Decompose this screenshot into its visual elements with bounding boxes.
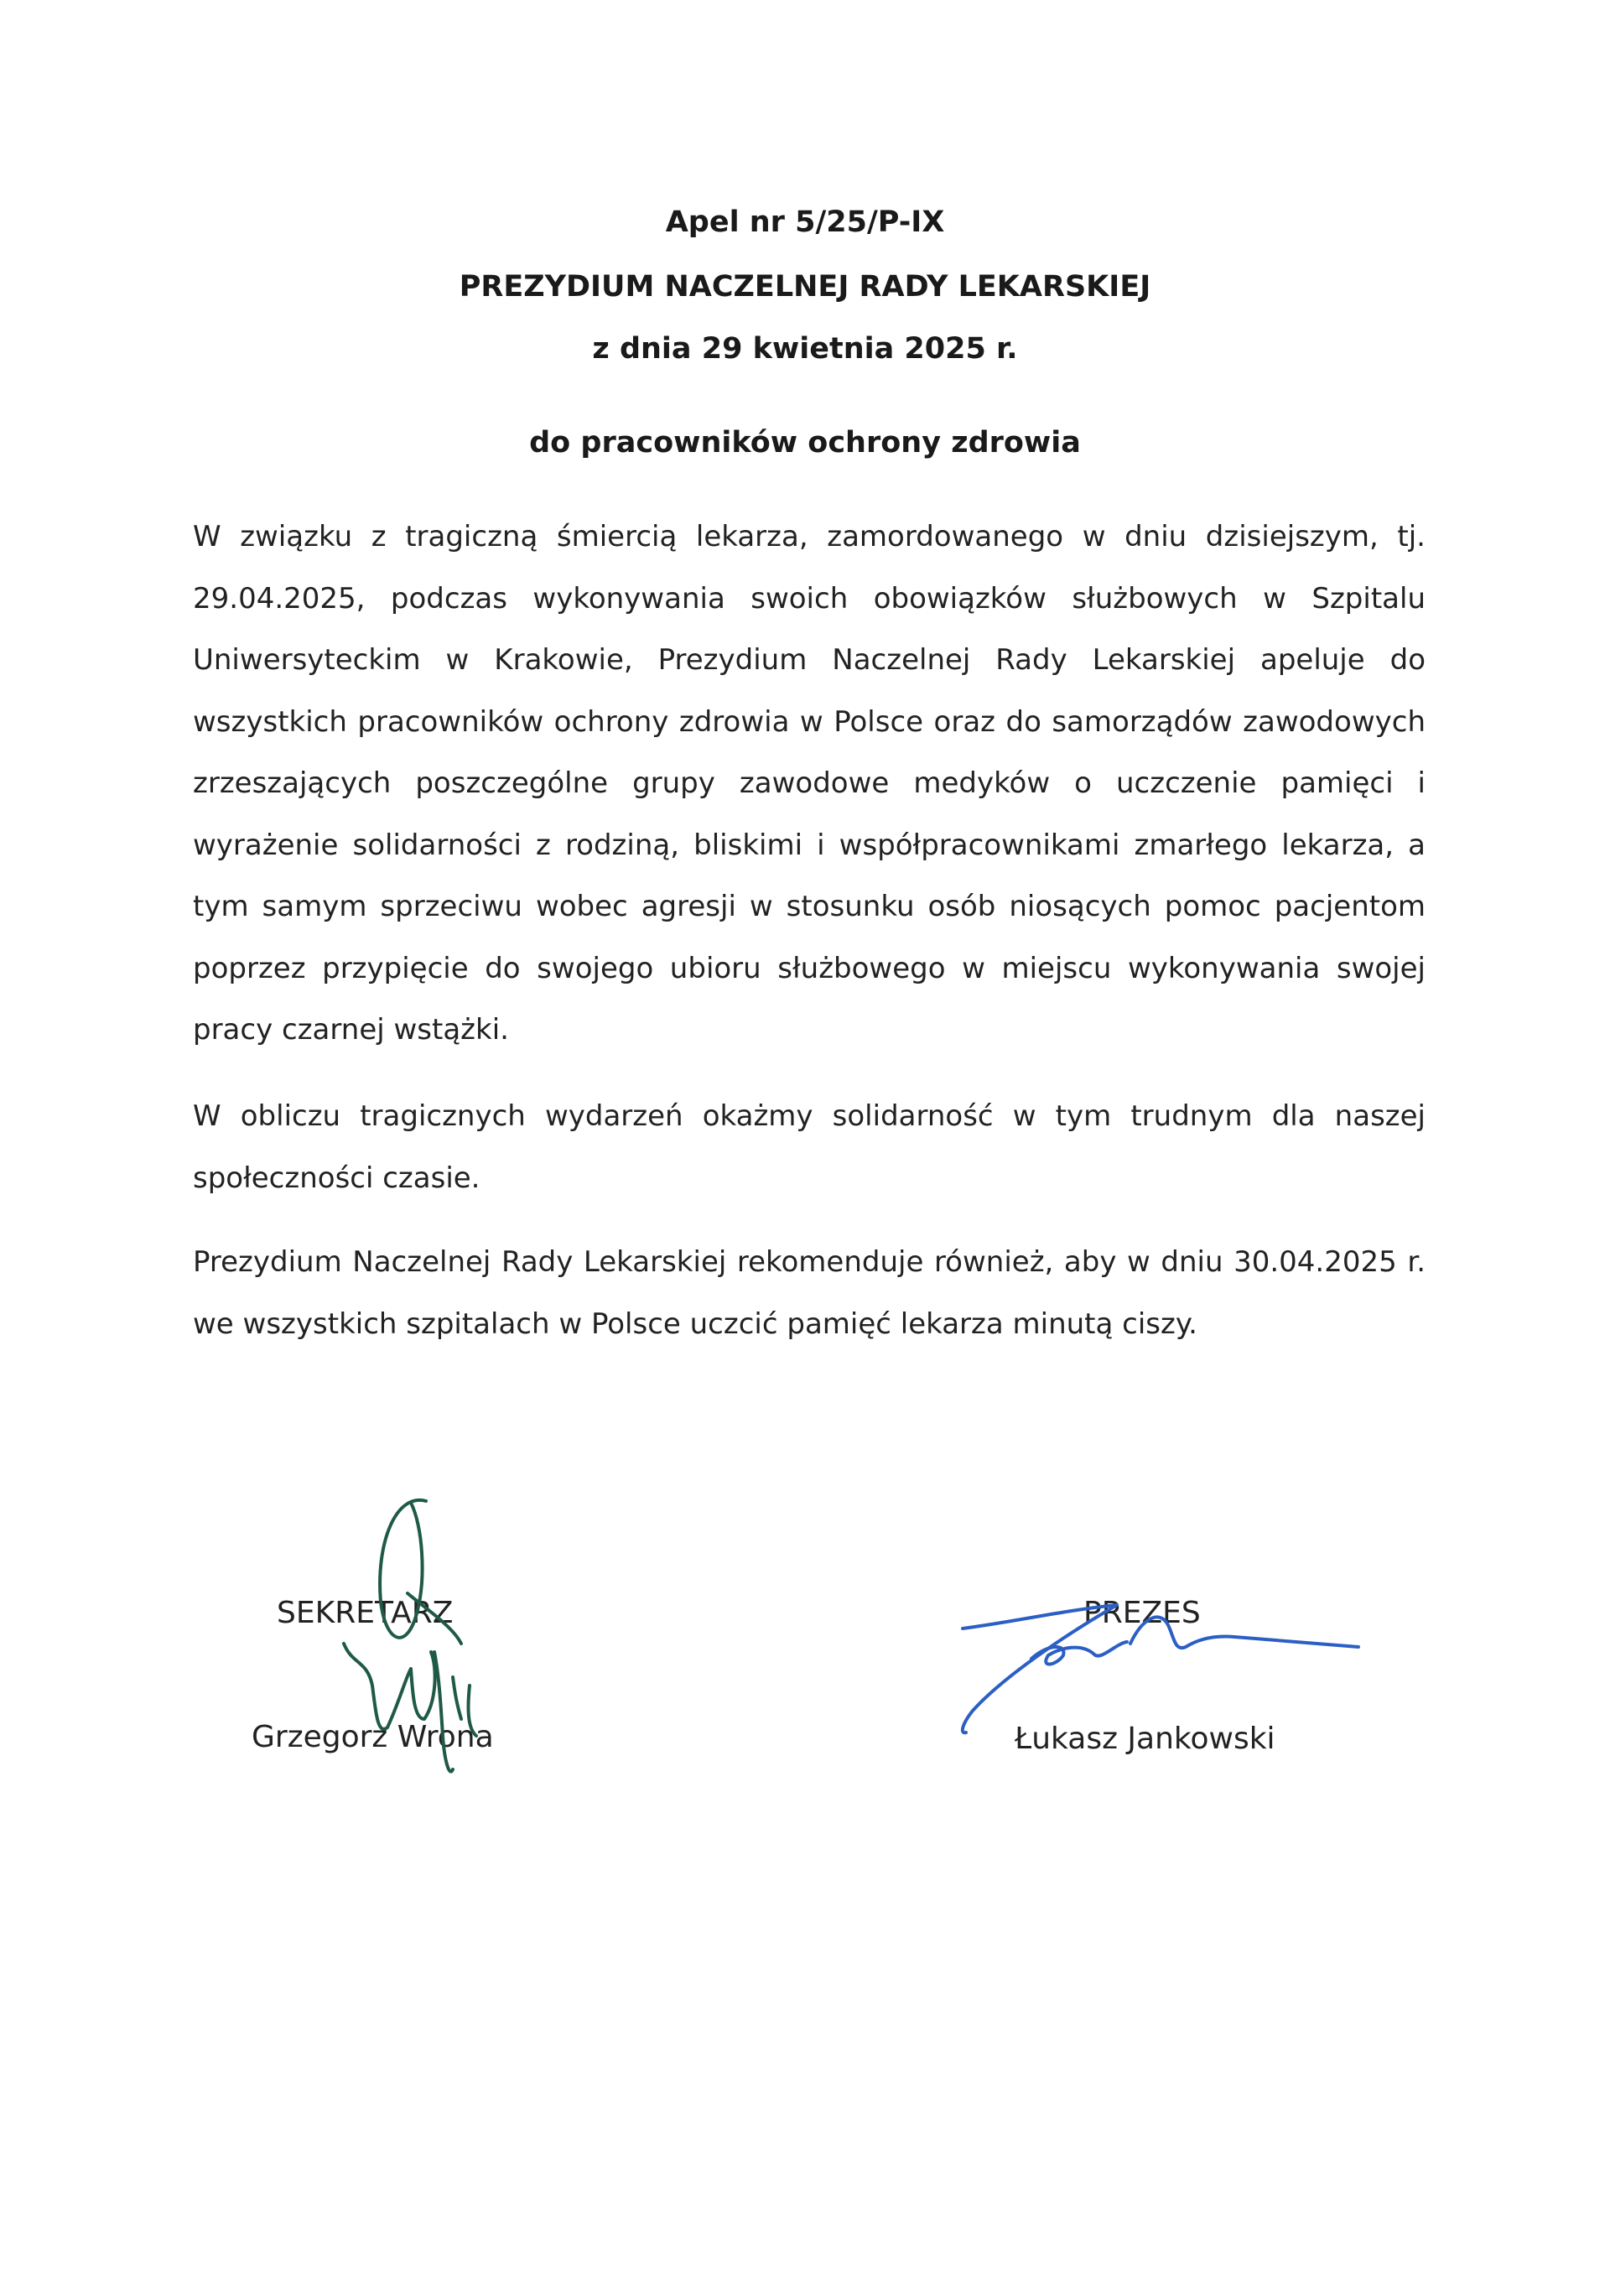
document-number: Apel nr 5/25/P-IX: [665, 205, 945, 239]
paragraph-appeal: W związku z tragiczną śmiercią lekarza, zamordowanego w dniu dzisiejszym, tj. 29.04.2025, podczas wykonywania swoich obowiązków służbowych w Szpitalu Uniwersyteckim w Krakowie, Prezydium Naczelnej Rady Lekarskiej apeluje do wszystkich pracowników ochrony zdrowia w Polsce oraz do samorządów zawodowych zrzeszających poszczególne grupy zawodowe medyków o uczczenie pamięci i wyrażenie solidarności z rodziną, bliskimi i współpracownikami zmarłego lekarza, a tym samym sprzeciwu wobec agresji w stosunku osób niosących pomoc pacjentom poprzez przypięcie do swojego ubioru służbowego w miejscu wykonywania swojej pracy czarnej wstążki.: [193, 520, 1426, 1047]
addressee-heading: do pracowników ochrony zdrowia: [529, 426, 1081, 460]
document-date: z dnia 29 kwietnia 2025 r.: [592, 332, 1018, 366]
secretary-name: Grzegorz Wrona: [252, 1720, 494, 1754]
president-title: PREZES: [1083, 1596, 1201, 1630]
secretary-title: SEKRETARZ: [277, 1596, 454, 1630]
president-name: Łukasz Jankowski: [1015, 1722, 1275, 1756]
issuer-heading: PREZYDIUM NACZELNEJ RADY LEKARSKIEJ: [459, 270, 1151, 304]
paragraph-recommendation: Prezydium Naczelnej Rady Lekarskiej rekomenduje również, aby w dniu 30.04.2025 r. we wszystkich szpitalach w Polsce uczcić pamięć lekarza minutą ciszy.: [193, 1245, 1426, 1341]
paragraph-solidarity: W obliczu tragicznych wydarzeń okażmy solidarność w tym trudnym dla naszej społeczności czasie.: [193, 1099, 1426, 1195]
